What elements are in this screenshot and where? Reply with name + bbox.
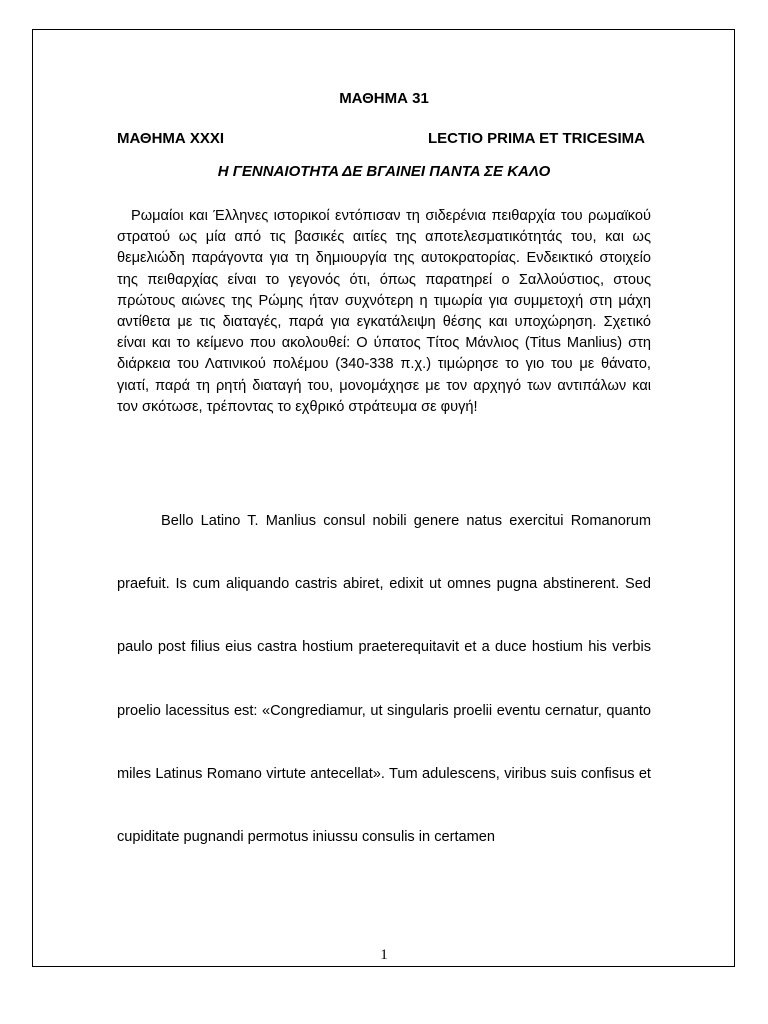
page-number: 1 — [380, 947, 388, 963]
lesson-title: ΜΑΘΗΜΑ 31 — [339, 90, 429, 107]
lesson-number-roman: ΜΑΘΗΜΑ XXXI — [117, 130, 225, 147]
lesson-number-latin: LECTIO PRIMA ET TRICESIMA — [428, 130, 645, 147]
lesson-subtitle: Η ΓΕΝΝΑΙΟΤΗΤΑ ΔΕ ΒΓΑΙΝΕΙ ΠΑΝΤΑ ΣΕ ΚΑΛΟ — [217, 163, 551, 180]
greek-introduction-paragraph: Ρωμαίοι και Έλληνες ιστορικοί εντόπισαν τη σιδερένια πειθαρχία του ρωμαϊκού στρατού ως μία από τις βασικές αιτίες της αποτελεσματικότητάς του, και ως θεμελιώδη παράγοντα για τη δημιουργία της αυτοκρατορίας. Ενδεικτικό στοιχείο της πειθαρχίας είναι το γεγονός ότι, όπως παρατηρεί ο Σαλλούστιος, στους πρώτους αιώνες της Ρώμης ήταν συχνότερη η τιμωρία για συμμετοχή στη μάχη αντίθετα με τις διαταγές, παρά για εγκατάλειψη θέσης και υποχώρηση. Σχετικό είναι και το κείμενο που ακολουθεί: Ο ύπατος Τίτος Μάνλιος (Titus Manlius) στη διάρκεια του Λατινικού πολέμου (340-338 π.χ.) τιμώρησε το γιο του με θάνατο, γιατί, παρά τη ρητή διαταγή του, μονομάχησε με τον αρχηγό των αντιπάλων και τον σκότωσε, τρέποντας το εχθρικό στράτευμα σε φυγή! — [117, 208, 651, 415]
latin-text-paragraph: Bello Latino T. Manlius consul nobili genere natus exercitui Romanorum praefuit. Is cum aliquando castris abiret, edixit ut omnes pugna abstinerent. Sed paulo post filius eius castra hostium praeterequitavit et a duce hostium his verbis proelio lacessitus est: «Congrediamur, ut singularis proelii eventu cernatur, quanto miles Latinus Romano virtute antecellat». Tum adulescens, viribus suis confisus et cupiditate pugnandi permotus iniussu consulis in certamen — [117, 513, 651, 846]
